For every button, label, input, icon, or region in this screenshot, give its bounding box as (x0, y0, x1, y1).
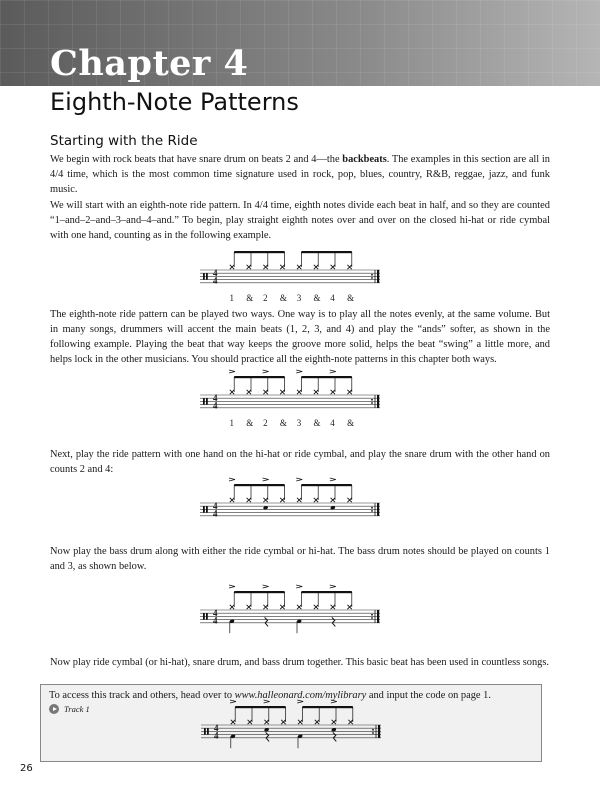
drum-staff-svg (201, 703, 381, 765)
audio-track-box (40, 684, 542, 762)
time-signature-bottom: 4 (214, 730, 219, 741)
paragraph-ride-pattern: We will start with an eighth-note ride pattern. In 4/4 time, eighth notes divide each beat in half, and so they are counted “1–and–2–and–3–and–4–and.” To begin, play straight eighth notes over and over on the closed hi-hat or ride cymbal with one hand, counting as in the following example. (50, 200, 550, 241)
percussion-clef-bar-2 (206, 613, 208, 619)
paragraph-snare: Next, play the ride pattern with one hand on the hi-hat or ride cymbal, and play the snare drum with the other hand on counts 2 and 4: (50, 449, 550, 475)
accent-mark (263, 370, 269, 373)
repeat-dot-lower (371, 277, 373, 279)
track-access-text (49, 689, 491, 703)
count-label: & (313, 292, 321, 303)
paragraph-intro-text-1: We begin with rock beats that have snare drum on beats 2 and 4—the (50, 154, 343, 165)
time-signature-bottom: 4 (213, 508, 218, 519)
quarter-rest (265, 617, 269, 626)
paragraph-accents: The eighth-note ride pattern can be played two ways. One way is to play all the notes evenly, at the same volume. But in many songs, drummers will accent the main beats (1, 2, 3, and 4) and play the “ands” softer, as shown in the following example. Playing the beat that way keeps the groove more solid, helps the beat “swing” a little more, and helps lock in the other musicians. You should practice all the eighth-note patterns in this chapter both ways. (50, 309, 550, 365)
repeat-dot-lower (372, 732, 374, 734)
time-signature-bottom: 4 (213, 400, 218, 411)
count-label: & (279, 292, 287, 303)
notation-example-4 (200, 588, 380, 650)
percussion-clef-bar-1 (203, 506, 205, 512)
chapter-subtitle: Eighth-Note Patterns (50, 88, 299, 116)
percussion-clef-bar-1 (203, 398, 205, 404)
accent-mark (229, 585, 235, 588)
beam (301, 484, 351, 486)
count-label: 3 (296, 292, 302, 303)
time-signature-top: 4 (213, 392, 218, 403)
repeat-dot-lower (371, 510, 373, 512)
paragraph-bass: Now play the bass drum along with either the ride cymbal or hi-hat. The bass drum notes should be played on counts 1 and 3, as shown below. (50, 546, 550, 572)
beam (234, 591, 284, 593)
count-label: 4 (330, 292, 335, 303)
percussion-clef-bar-1 (203, 273, 205, 279)
backbeats-term: backbeats (342, 154, 387, 165)
count-label: 2 (263, 292, 268, 303)
count-label: & (347, 292, 355, 303)
notation-example-1 (200, 248, 380, 310)
accent-mark (263, 478, 269, 481)
count-label: & (279, 417, 287, 428)
section-heading: Starting with the Ride (50, 133, 198, 149)
accent-mark (330, 370, 336, 373)
drum-staff-svg (200, 373, 380, 435)
count-label: & (246, 292, 254, 303)
quarter-rest (266, 732, 270, 741)
page-number: 26 (20, 763, 33, 774)
time-signature-top: 4 (213, 607, 218, 618)
accent-mark (296, 585, 302, 588)
beam (234, 484, 284, 486)
end-barline-thick (377, 610, 379, 623)
time-signature-top: 4 (213, 267, 218, 278)
track-text-after: and input the code on page 1. (366, 690, 491, 701)
time-signature-bottom: 4 (213, 615, 218, 626)
repeat-dot-upper (371, 274, 373, 276)
percussion-clef-bar-2 (207, 728, 209, 734)
count-label: & (246, 417, 254, 428)
percussion-clef-bar-2 (206, 273, 208, 279)
beam (301, 591, 351, 593)
count-label: 1 (229, 417, 234, 428)
time-signature-bottom: 4 (213, 275, 218, 286)
drum-staff-svg (200, 481, 380, 543)
beam (234, 376, 284, 378)
time-signature-top: 4 (214, 722, 219, 733)
percussion-clef-bar-1 (203, 613, 205, 619)
end-barline-thick (377, 270, 379, 283)
accent-mark (229, 478, 235, 481)
accent-mark (296, 370, 302, 373)
drum-staff-svg (200, 248, 380, 310)
paragraph-intro (50, 152, 550, 197)
library-link[interactable]: www.halleonard.com/mylibrary (234, 690, 367, 701)
count-label: & (313, 417, 321, 428)
end-barline-thick (377, 503, 379, 516)
beam (301, 251, 351, 253)
accent-mark (229, 370, 235, 373)
quarter-rest (333, 732, 337, 741)
beam (301, 376, 351, 378)
beam (302, 706, 352, 708)
accent-mark (263, 585, 269, 588)
beam (234, 251, 284, 253)
track-label[interactable] (49, 704, 90, 714)
track-name: Track 1 (64, 704, 90, 714)
repeat-dot-upper (372, 729, 374, 731)
accent-mark (330, 478, 336, 481)
notation-example-3 (200, 481, 380, 543)
count-label: 1 (229, 292, 234, 303)
paragraph-full-beat: Now play ride cymbal (or hi-hat), snare drum, and bass drum together. This basic beat has been used in countless songs. (50, 657, 550, 668)
notation-example-5 (201, 703, 381, 765)
end-barline-thick (377, 395, 379, 408)
percussion-clef-bar-2 (206, 398, 208, 404)
count-label: & (347, 417, 355, 428)
repeat-dot-lower (371, 402, 373, 404)
count-label: 3 (296, 417, 302, 428)
accent-mark (296, 478, 302, 481)
play-audio-icon[interactable] (49, 704, 59, 714)
end-barline-thick (378, 725, 380, 738)
track-text-before: To access this track and others, head over to (49, 690, 235, 701)
paragraph-intro-text-2: . The examples in this section are all in 4/4 time, which is the most common time signature used in rock, pop, blues, country, R&B, reggae, jazz, and funk music. (50, 154, 550, 195)
accent-mark (330, 585, 336, 588)
count-label: 2 (263, 417, 268, 428)
percussion-clef-bar-2 (206, 506, 208, 512)
beam (235, 706, 285, 708)
notation-example-2 (200, 373, 380, 435)
drum-staff-svg (200, 588, 380, 650)
quarter-rest (332, 617, 336, 626)
repeat-dot-upper (371, 399, 373, 401)
repeat-dot-upper (371, 507, 373, 509)
percussion-clef-bar-1 (204, 728, 206, 734)
repeat-dot-upper (371, 614, 373, 616)
repeat-dot-lower (371, 617, 373, 619)
chapter-title: Chapter 4 (50, 43, 249, 84)
count-label: 4 (330, 417, 335, 428)
time-signature-top: 4 (213, 500, 218, 511)
